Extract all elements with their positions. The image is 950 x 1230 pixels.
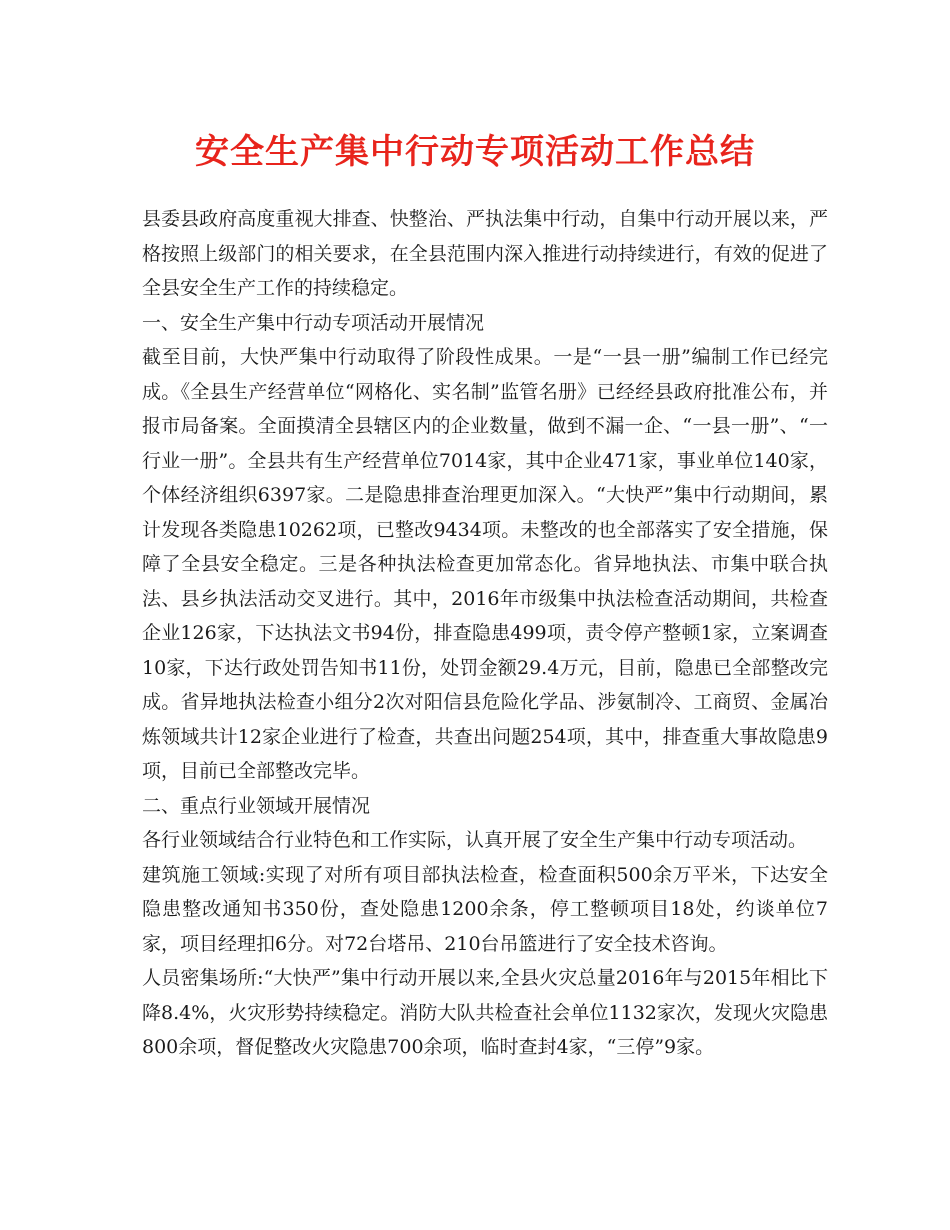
- intro-paragraph: 县委县政府高度重视大排查、快整治、严执法集中行动，自集中行动开展以来，严格按照上级部门的相关要求，在全县范围内深入推进行动持续进行，有效的促进了全县安全生产工作的持续稳定。: [142, 208, 828, 299]
- construction-paragraph: 建筑施工领域:实现了对所有项目部执法检查，检查面积500余万平米，下达安全隐患整改通知书350份，查处隐患1200余条，停工整顿项目18处，约谈单位7家，项目经理扣6分。对72台塔吊、210台吊篮进行了安全技术咨询。: [142, 863, 828, 955]
- section-heading-2: 二、重点行业领域开展情况: [142, 794, 371, 817]
- crowded-places-paragraph: 人员密集场所:“大快严”集中行动开展以来,全县火灾总量2016年与2015年相比下降8.4%，火灾形势持续稳定。消防大队共检查社会单位1132家次，发现火灾隐患800余项，督促整改火灾隐患700余项，临时查封4家，“三停”9家。: [142, 967, 828, 1058]
- document-body: [142, 202, 828, 1065]
- section-1-paragraph: 截至目前，大快严集中行动取得了阶段性成果。一是“一县一册”编制工作已经完成。《全县生产经营单位“网格化、实名制”监管名册》已经经县政府批准公布，并报市局备案。全面摸清全县辖区内的企业数量，做到不漏一企、“一县一册”、“一行业一册”。全县共有生产经营单位7014家，其中企业471家，事业单位140家，个体经济组织6397家。二是隐患排查治理更加深入。“大快严”集中行动期间，累计发现各类隐患10262项，已整改9434项。未整改的也全部落实了安全措施，保障了全县安全稳定。三是各种执法检查更加常态化。省异地执法、市集中联合执法、县乡执法活动交叉进行。其中，2016年市级集中执法检查活动期间，共检查企业126家，下达执法文书94份，排查隐患499项，责令停产整顿1家，立案调查10家，下达行政处罚告知书11份，处罚金额29.4万元，目前，隐患已全部整改完成。省异地执法检查小组分2次对阳信县危险化学品、涉氨制冷、工商贸、金属冶炼领域共计12家企业进行了检查，共查出问题254项，其中，排查重大事故隐患9项，目前已全部整改完毕。: [142, 346, 828, 782]
- section-heading-1: 一、安全生产集中行动专项活动开展情况: [142, 311, 485, 334]
- document-title: 安全生产集中行动专项活动工作总结: [195, 132, 755, 172]
- section-2-intro-paragraph: 各行业领域结合行业特色和工作实际，认真开展了安全生产集中行动专项活动。: [142, 829, 808, 851]
